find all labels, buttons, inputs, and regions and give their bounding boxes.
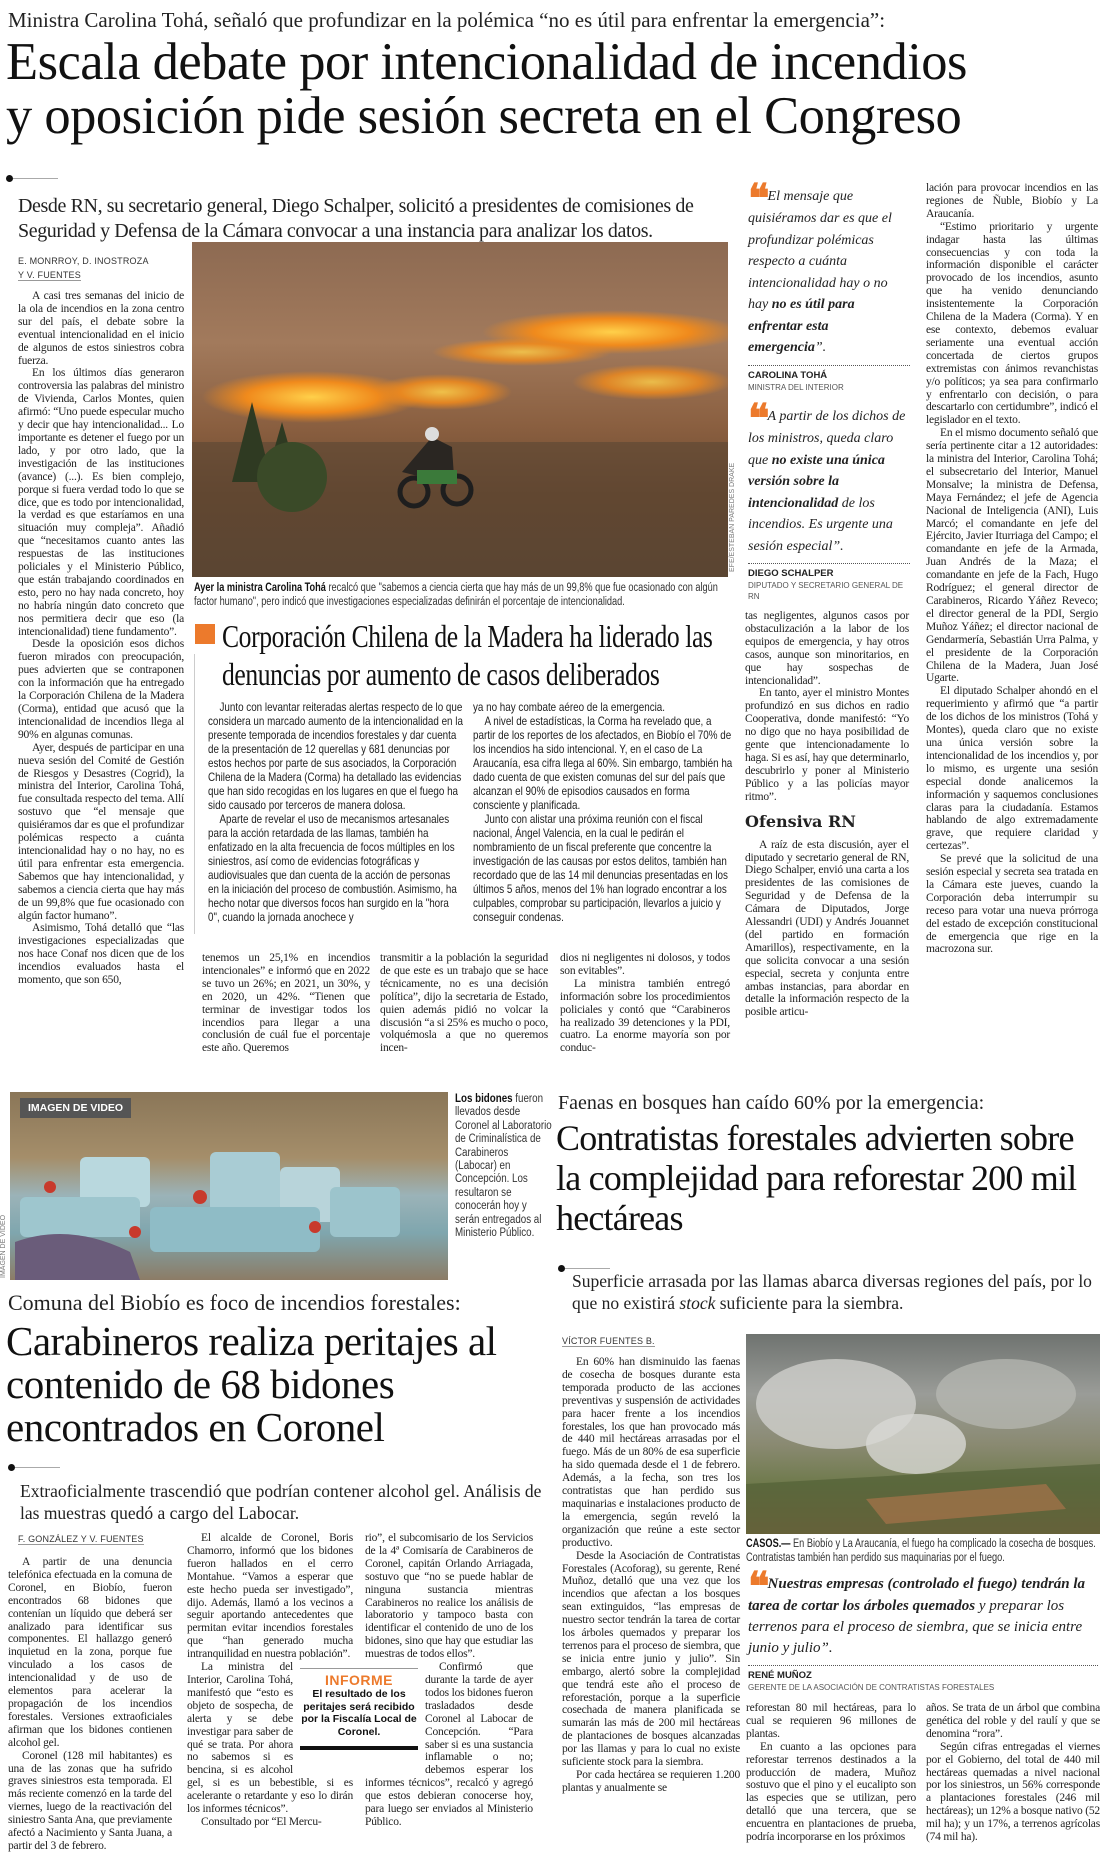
paragraph: reforestan 80 mil hectáreas, para lo cual se requieren 96 millones de plantas. — [746, 1702, 916, 1740]
divider — [8, 1462, 68, 1472]
article3-headline: Contratistas forestales advierten sobre la complejidad para reforestar 200 mil hectáreas — [556, 1118, 1077, 1238]
quote-text: El mensaje que quisiéramos dar es que el profundizar polémicas respecto a cuánta intencionalidad hay o no hay — [748, 189, 892, 312]
article1-column-5 — [745, 610, 909, 1019]
informe-text: El resultado de los peritajes será recibido por la Fiscalía Local de Coronel. — [301, 1688, 417, 1738]
article1-headline — [6, 33, 967, 145]
caption-text: fueron llevados desde Coronel al Laboratorio de Criminalística de Carabineros (Labocar) en Concepción. Los resultaron se conocerán hoy y serán entregados al Ministerio Público. — [455, 1093, 552, 1240]
byline-line: Y V. FUENTES — [18, 270, 81, 280]
article3-deck — [572, 1270, 1100, 1314]
paragraph: En el mismo documento señaló que sería pertinente citar a 12 autoridades: la ministra del Interior, Carolina Tohá; el subsecretario del Interior, Manuel Monsalve; la ministra de Defensa, Maya Fernández; el jefe de Agencia Nacional de Inteligencia (ANI), Luis Marcó; el comandante en jefe del Ejército, Javier Iturriaga del Campo; el comandante en jefe de la Armada, Juan Andrés de la Maza; el comandante en jefe de la Fach, Hugo Rodríguez; el general director de Carabineros, Ricardo Yáñez Reveco; el director general de la PDI, Sergio Muñoz Yáñez; el director nacional de Gendarmería, Sebastián Urra Palma, y el presidente de la Corporación Chilena de la Madera, Juan José Ugarte. — [926, 427, 1098, 685]
paragraph: rio”, el subcomisario de los Servicios de la 4ª Comisaría de Carabineros de Coronel, capitán Orlando Arriagada, sostuvo que “no se puede hablar de ninguna sustancia mientras Carabineros no realice los análisis de laboratorio y tampoco basta con identificar el contenido de uno de los bidones, sino que hay que estudiar las muestras de todos ellos”. — [365, 1532, 533, 1661]
paragraph: A casi tres semanas del inicio de la ola de incendios en la zona centro sur del país, el debate sobre la eventual intencionalidad en el inicio de algunos de estos siniestros cobra fuerza. — [18, 290, 184, 367]
deck-emphasis: stock — [679, 1293, 716, 1313]
quote-author: CAROLINA TOHÁ — [748, 369, 828, 381]
article3-column-3 — [926, 1702, 1100, 1844]
quote-author: DIEGO SCHALPER — [748, 568, 834, 579]
quote-author: RENÉ MUÑOZ — [748, 1670, 812, 1681]
caption-bold: Los bidones — [455, 1093, 513, 1105]
subheading: Ofensiva RN — [745, 811, 856, 831]
paragraph: En tanto, ayer el ministro Montes profundizó en sus dichos en radio Cooperativa, donde manifestó: “Yo no digo que no haya posibilidad de gente que intencionadamente lo haga. Si es así, hay que determinarlo, descubrirlo y poner al Ministerio Público y a las policías mayor ritmo”. — [745, 687, 909, 803]
divider — [6, 173, 66, 183]
headline-line: y oposición pide sesión secreta en el Congreso — [6, 86, 962, 145]
quote-role: DIPUTADO Y SECRETARIO GENERAL DE RN — [748, 581, 904, 601]
quote-bold: no existe una única versión sobre la intencionalidad — [748, 452, 885, 511]
article1-column-6 — [926, 182, 1098, 956]
pull-quote-schalper — [748, 395, 910, 602]
paragraph: El alcalde de Coronel, Boris Chamorro, informó que los bidones fueron hallados en el cerro Montahue. “Vamos a esperar que este hecho pueda ser investigado”, dijo. Además, llamó a los vecinos a seguir aportando antecedentes que permitan evitar incendios forestales que “han generado mucha intranquilidad en nuestra población”. — [187, 1532, 353, 1661]
paragraph: Desde la Asociación de Contratistas Forestales (Acoforag), su gerente, René Muñoz, detalló que una vez que los incendios que afectan a los bosques sean extinguidos, “las empresas de nuestro sector tendrán la tarea de cortar los árboles quemados y preparar los terrenos para el proceso de siembra, que se inicia entre junio y julio”. Sin embargo, alertó sobre la complejidad que tendrá este año el proceso de reforestación, porque a la superficie cosechada de manera planificada se sumarán las más de 200 mil hectáreas de plantaciones de bosques alcanzadas por las llamas y para lo cual no existe suficiente stock para la siembra. — [562, 1549, 740, 1769]
paragraph: tenemos un 25,1% en incendios intencionales” e informó que en 2022 se tuvo un 26%; en 2021, un 30%, y en 2020, un 42%. “Tienen que terminar de investigar todos los incendios para llegar a una conclusión de cuál fue el porcentaje este año. Queremos — [202, 952, 370, 1055]
orange-square-icon — [195, 624, 215, 644]
article1-column-4 — [560, 952, 730, 1055]
quote-mark-icon: ❝ — [748, 395, 764, 442]
smoke-illustration — [746, 1334, 1100, 1534]
caption-bold: CASOS.— — [746, 1538, 791, 1550]
paragraph: La ministra también entregó información sobre los procedimientos policiales y contó que “Carabineros ha realizado 39 detenciones y la PDI, cuatro. La enorme mayoría son por conduc- — [560, 977, 730, 1055]
paragraph: En los últimos días generaron controversia las palabras del ministro de Vivienda, Carlos Montes, quien afirmó: “Uno puede especular mucho y decir que hay intencionalidad... Lo importante es detener el fuego por un lado, y por otro lado, que la investigación de las instituciones (avance) (...). Es bien complejo, porque si fuera verdad todo lo que se dice, que es todo por intencionalidad, la verdad es que estaríamos en una situación muy compleja”. Añadió que “necesitamos cuanto antes las respuestas de las instituciones policiales y el Ministerio Público, que están trabajando coordinados en esto, pero no hay nada concreto, hoy no habría ningún dato concreto que nos permitiera decir que eso (la intencionalidad) tiene fundamento”. — [18, 367, 184, 638]
article1-column-2 — [202, 952, 370, 1055]
byline-text: F. GONZÁLEZ Y V. FUENTES — [18, 1534, 144, 1544]
paragraph: Por cada hectárea se requieren 1.200 plantas y anualmente se — [562, 1769, 740, 1794]
article1-kicker: Ministra Carolina Tohá, señaló que profundizar en la polémica “no es útil para enfrentar la emergencia”: — [8, 8, 886, 32]
paragraph: Desde la oposición esos dichos fueron mirados con preocupación, pues advierten que se contraponen con la información que ha entregado la Corporación Chilena de la Madera (Corma), entidad que acusó que la intencionalidad de incendios llega al 90% en algunas comunas. — [18, 638, 184, 741]
wildfire-illustration — [192, 242, 728, 577]
deck-text: Superficie arrasada por las llamas abarca diversas regiones del país, por lo que no existirá — [572, 1271, 1092, 1313]
paragraph: El diputado Schalper ahondó en el requerimiento y afirmó que “a partir de los dichos de los ministros (Tohá y Montes), queda claro que no existe una única versión sobre la intencionalidad de los incendios y, por lo mismo, es urgente una sesión especial donde analicemos la información y saquemos conclusiones claras para la ciudadanía. Estamos hablando de algo extremadamente grave, que requiere claridad y certezas”. — [926, 685, 1098, 853]
wildfire-photo — [192, 242, 728, 577]
sidebar-column-1 — [208, 700, 463, 924]
paragraph: Confirmó que durante la tarde de ayer todos los bidones fueron trasladados desde Coronel al Labocar de Concepción. “Para saber si es una sustancia inflamable o no; debemos esperar los informes técnicos”, recalcó y agregó que estos debieran conocerse hoy, para luego ser enviados al Ministerio Público. — [365, 1661, 533, 1828]
box-rule — [300, 1746, 418, 1750]
article1-column-1 — [18, 290, 184, 987]
quote-bold: Nuestras empresas (controlado el fuego) tendrán la tarea de cortar los árboles quemados — [748, 1576, 1086, 1614]
sidebar-headline: Corporación Chilena de la Madera ha liderado las denuncias por aumento de casos deliberados — [222, 618, 713, 692]
quote-bold: no es útil para enfrentar esta emergencia — [748, 297, 855, 355]
sidebar-column-2 — [473, 700, 735, 924]
article1-byline — [18, 254, 149, 282]
bidones-photo — [10, 1092, 448, 1280]
byline-line: E. MONRROY, D. INOSTROZA — [18, 256, 149, 266]
forest-caption — [746, 1538, 1098, 1565]
informe-title: INFORME — [324, 1672, 394, 1688]
paragraph: Asimismo, Tohá detalló que “las investigaciones especializadas que nos hace Conaf nos dicen que de los incendios evaluados hasta el momento, que son 650, — [18, 922, 184, 987]
bidones-caption — [455, 1093, 553, 1240]
quote-role: MINISTRA DEL INTERIOR — [748, 382, 844, 392]
pull-quote-toha — [748, 175, 910, 393]
article3-kicker: Faenas en bosques han caído 60% por la emergencia: — [558, 1092, 985, 1114]
article2-headline: Carabineros realiza peritajes al contenido de 68 bidones encontrados en Coronel — [6, 1318, 497, 1450]
article2-column-1 — [8, 1556, 172, 1853]
paragraph: Junto con levantar reiteradas alertas respecto de lo que considera un marcado aumento de la intencionalidad en la presente temporada de incendios forestales y dar cuenta de la presentación de 12 querellas y 681 denuncias por estos hechos por parte de sus asociados, la Corporación Chilena de la Madera (Corma) ha detallado las evidencias que han sido recogidas en los lugares en que el fuego ha sido causado por terceros de manera dolosa. — [208, 700, 463, 812]
containers-illustration — [10, 1092, 448, 1280]
byline-text: VÍCTOR FUENTES B. — [562, 1336, 655, 1346]
paragraph: años. Se trata de un árbol que combina genética del roble y del raulí y que se denomina “rora”. — [926, 1702, 1100, 1740]
aerial-forest-fire-photo — [746, 1334, 1100, 1534]
paragraph: La ministra del Interior, Carolina Tohá, manifestó que “esto es objeto de sospecha, de alerta y se debe investigar para saber de qué se trata. Por ahora no sabemos si es bencina, si es alcohol gel, si es un bebestible, si es acelerante o retardante y eso lo dirán los informes técnicos”. — [187, 1661, 353, 1816]
paragraph: Consultado por “El Mercu- — [201, 1815, 322, 1828]
quote-text: A partir de los dichos de los ministros, queda claro que — [748, 409, 906, 468]
photo-caption — [194, 582, 732, 609]
paragraph: En cuanto a las opciones para reforestar terrenos destinados a la producción de madera, Muñoz sostuvo que el pino y el eucalipto son las especies que se utilizan, pero detalló que una tercera, que se encuentra en plantaciones de prueba, podría incorporarse en los próximos — [746, 1740, 916, 1844]
quote-rule — [748, 563, 910, 602]
paragraph: Se prevé que la solicitud de una sesión especial y secreta sea tratada en la Cámara este jueves, cuando la Corporación deba interrumpir su receso para votar una nueva prórroga del estado de excepción constitucional de emergencia que rige en la macrozona sur. — [926, 853, 1098, 956]
paragraph: Según cifras entregadas el viernes por el Gobierno, del total de 440 mil hectáreas quemadas a nivel nacional por los siniestros, un 56% corresponde a plantaciones forestales (246 mil hectáreas); un 12% a bosque nativo (52 mil ha); y un 17%, a terrenos agrícolas (74 mil ha). — [926, 1740, 1100, 1844]
article2-kicker: Comuna del Biobío es foco de incendios forestales: — [8, 1290, 461, 1315]
paragraph: tas negligentes, algunos casos por obstaculización a la labor de los equipos de emergencia, y hay otros casos, aunque son minoritarios, en que hay sospechas de intencionalidad”. — [745, 610, 909, 687]
paragraph: A partir de una denuncia telefónica efectuada en la comuna de Coronel, en Biobío, fueron encontrados 68 bidones que contenían un líquido que deberá ser analizado para identificar sus componentes. El hallazgo generó inquietud en la zona, porque fue vinculado a los casos de intencionalidad y de uso de elementos para acelerar la propagación de los incendios forestales. Versiones extraoficiales afirman que los bidones contienen alcohol gel. — [8, 1556, 172, 1749]
paragraph: Ayer, después de participar en una nueva sesión del Comité de Gestión de Riesgos y Desastres (Cogrid), la ministra del Interior, Carolina Tohá, fue consultada respecto del tema. Allí sostuvo que “el mensaje que quisiéramos dar es que el profundizar polémicas respecto a cuánta intencionalidad hay o no hay, no es útil para enfrentar esta emergencia. Sabemos que hay intencionalidad, y sabemos a ciencia cierta que hay más de un 99,8% que fue ocasionado con algún factor humano”. — [18, 741, 184, 922]
paragraph: A nivel de estadísticas, la Corma ha revelado que, a partir de los reportes de los afectados, en Biobío el 70% de los incendios ha sido intencional. Y, en el caso de La Araucanía, esa cifra llega al 60%. Sin embargo, también ha dado cuenta de que existen comunas del sur del país que alcanzan el 90% de episodios causados en forma consciente y planificada. — [473, 714, 733, 812]
quote-text: ”. — [814, 340, 827, 355]
article3-column-1 — [562, 1356, 740, 1795]
quote-role: GERENTE DE LA ASOCIACIÓN DE CONTRATISTAS FORESTALES — [748, 1683, 995, 1692]
paragraph: A raíz de esta discusión, ayer el diputado y secretario general de RN, Diego Schalper, envió una carta a los presidentes de las comisiones de Seguridad y de Defensa de la Cámara de Diputados, Jorge Alessandri (UDI) y Andrés Jouannet (del partido en formación Amarillos), respectivamente, en la que solicita convocar a una sesión especial, secreta y conjunta entre ambas instancias, para abordar en detalle la información respecto de la posible articu- — [745, 838, 909, 1019]
article2-byline — [18, 1532, 144, 1546]
caption-text: recalcó que "sabemos a ciencia cierta que hay más de un 99,8% que fue ocasionado con algún factor humano", pero indicó que investigaciones especializadas definirán el porcentaje de intencionalidad. — [194, 582, 718, 608]
caption-bold: Ayer la ministra Carolina Tohá — [194, 582, 326, 594]
quote-rule — [748, 365, 910, 393]
paragraph: Aparte de revelar el uso de mecanismos artesanales para la acción retardada de las llamas, también ha enfatizado en la alta frecuencia de focos múltiples en los siniestros, así como de evidencias fotográficas y audiovisuales que dan cuenta de la acción de personas en la iniciación del proceso de combustión. Asimismo, ha hecho notar que diversos focos han surgido en la "hora 0", cuando la jornada anochece y — [208, 812, 457, 924]
quote-text: y preparar los terrenos para el proceso de siembra, que se inicia entre junio y julio”. — [748, 1598, 1083, 1656]
quote-mark-icon: ❝ — [748, 1563, 764, 1610]
video-image-tag: IMAGEN DE VIDEO — [20, 1098, 131, 1118]
paragraph: transmitir a la población la seguridad de que este es un trabajo que se hace técnicamente, no es una decisión política”, dijo la secretaria de Estado, quien además pidió no volcar la discusión “a si 25% es mucho o poco, volquémosla a que no queremos incen- — [380, 952, 548, 1055]
sidebar-rule — [194, 654, 195, 934]
photo-credit: IMAGEN DE VIDEO — [0, 1214, 7, 1278]
paragraph: Coronel (128 mil habitantes) es una de las zonas que ha sufrido graves siniestros esta temporada. El más reciente comenzó en la tarde del viernes, luego de la reactivación del siniestro Santa Ana, que previamente afectó a Nacimiento y Santa Juana, a partir del 3 de febrero. — [8, 1749, 172, 1852]
caption-text: En Biobío y La Araucanía, el fuego ha complicado la cosecha de bosques. Contratistas también han perdido sus maquinarias por el fuego. — [746, 1538, 1096, 1564]
photo-credit: EFE/ESTEBAN PAREDES DRAKE — [729, 462, 736, 572]
informe-box — [300, 1668, 418, 1750]
paragraph: ya no hay combate aéreo de la emergencia. — [473, 700, 666, 714]
article1-deck: Desde RN, su secretario general, Diego Schalper, solicitó a presidentes de comisiones de Seguridad y Defensa de la Cámara convocar a una instancia para analizar los datos. — [18, 195, 694, 242]
article2-deck: Extraoficialmente trascendió que podrían contener alcohol gel. Análisis de las muestras quedó a cargo del Labocar. — [20, 1481, 542, 1523]
article3-byline — [562, 1334, 655, 1348]
quote-mark-icon: ❝ — [748, 175, 764, 222]
pull-quote-munoz — [748, 1563, 1098, 1693]
paragraph: Junto con alistar una próxima reunión con el fiscal nacional, Ángel Valencia, en la cual le pedirán el nombramiento de un fiscal preferente que concentre la investigación de las causas por estos delitos, también han recordado que de las 14 mil denuncias presentadas en los últimos 5 años, menos del 1% han logrado encontrar a los culpables, comprobar su participación, llevarlos a juicio y conseguir condenas. — [473, 812, 728, 924]
paragraph: En 60% han disminuido las faenas de cosecha de bosques durante esta temporada producto de las acciones preventivas y suspensión de actividades para hacer frente a los incendios forestales, los que han provocado más de 440 mil hectáreas arrasadas por el fuego. Más de un 80% de esa superficie ha sido quemada desde el 1 de febrero. Además, a la fecha, son tres los contratistas que han perdido sus maquinarias e instalaciones producto de la emergencia, según reveló la organización que reúne a este sector productivo. — [562, 1356, 740, 1549]
article1-column-3 — [380, 952, 548, 1055]
paragraph: dios ni negligentes ni dolosos, y todos son evitables”. — [560, 952, 730, 977]
paragraph: “Estimo prioritario y urgente indagar hasta las últimas consecuencias y con toda la información disponible el carácter provocado de los incendios, asunto que ha venido denunciando insistentemente la Corporación Chilena de la Madera (Corma). Y en ese contexto, debemos evaluar seriamente una eventual acción concertada de ciertos grupos extremistas con ánimos revanchistas y/o políticos; ya sea para confirmarlo y enfrentarlo con decisión, o para descartarlo con certidumbre”, indicó el legislador en el texto. — [926, 220, 1098, 427]
article3-column-2 — [746, 1702, 916, 1844]
quote-text: de los incendios. Es urgente una sesión especial”. — [748, 495, 893, 554]
headline-line: Escala debate por intencionalidad de incendios — [6, 33, 967, 91]
deck-text: suficiente para la siembra. — [715, 1293, 904, 1313]
paragraph: lación para provocar incendios en las regiones de Ñuble, Biobío y La Araucanía. — [926, 182, 1098, 220]
quote-rule — [748, 1665, 1098, 1693]
